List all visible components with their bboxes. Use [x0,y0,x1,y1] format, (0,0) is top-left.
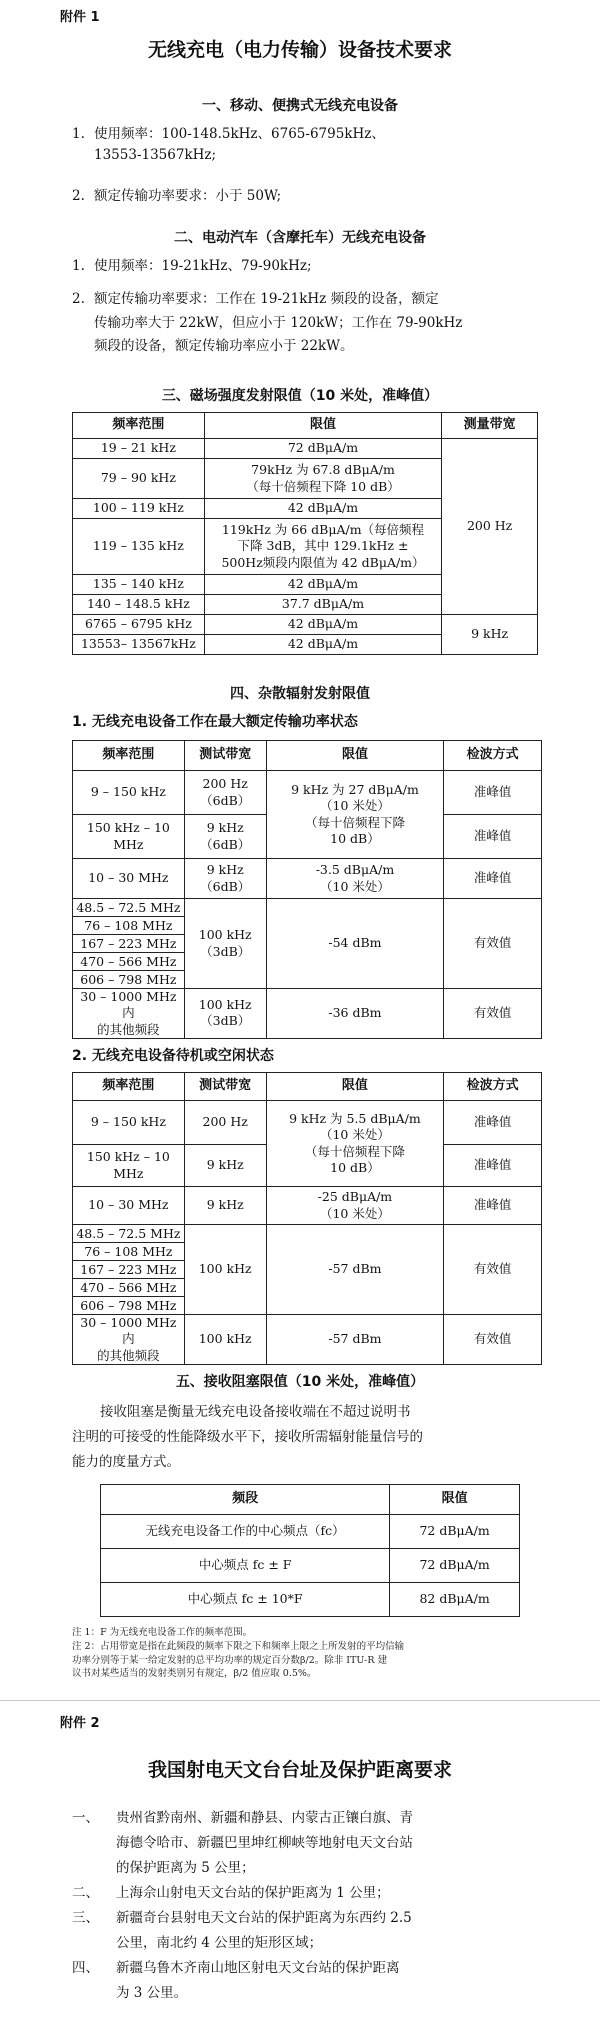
sec2-heading: 二、电动汽车（含摩托车）无线充电设备 [174,230,426,246]
det-cell: 准峰值 [444,1101,542,1145]
note-line: 功率分别等于某一给定发射的总平均功率的规定百分数β/2。除非 ITU-R 建 [72,1654,388,1666]
det-cell: 准峰值 [444,1187,542,1225]
note-line: 注 1：F 为无线充电设备工作的频率范围。 [72,1627,253,1638]
table-row [73,615,538,635]
sec1-item-2 [72,186,552,207]
table-row [73,1225,542,1315]
item-lead: 四、 [72,1959,99,1976]
freq-line: 76 – 108 MHz [73,1243,184,1261]
table-row [73,1187,542,1225]
freq-line: 48.5 – 72.5 MHz [73,1225,184,1243]
freq-group-cell [73,899,185,989]
annex1-label: 附件 1 [60,10,100,25]
annex2-title: 我国射电天文台台址及保护距离要求 [147,1759,452,1781]
para-line: 能力的度量方式。 [72,1453,180,1470]
freq-line: 30 – 1000 MHz 内 [80,1315,177,1347]
freq-cell: 79 – 90 kHz [73,459,205,499]
bw-cell: 100 kHz [184,1315,266,1365]
band-cell: 中心频点 fc ± 10*F [101,1583,390,1617]
limit-line: 9 kHz 为 27 dBμA/m [291,782,419,797]
det-cell: 有效值 [444,989,542,1039]
limit-cell [266,1187,444,1225]
limit-cell: 72 dBμA/m [390,1515,520,1549]
item-line: 新疆乌鲁木齐南山地区射电天文台站的保护距离 [116,1959,400,1976]
table-row [101,1583,520,1617]
spurious-table-1 [72,740,542,1039]
sec4-heading: 四、杂散辐射发射限值 [230,686,370,702]
sec5-heading: 五、接收阻塞限值（10 米处，准峰值） [175,1374,425,1390]
bw-line: 200 Hz [202,776,248,792]
limit-line: 9 kHz 为 5.5 dBμA/m [289,1111,421,1126]
col-header: 检波方式 [444,1073,542,1101]
limit-cell: 82 dBμA/m [390,1583,520,1617]
list-item [72,1956,552,2006]
item-cont: 13553-13567kHz; [94,146,217,163]
sec2-item-2 [72,288,552,359]
item-body [116,1881,552,1906]
item-body [116,1906,552,1956]
table-header-row [73,741,542,771]
list-item [72,1881,552,1906]
bw-cell: 100 kHz [184,1225,266,1315]
limit-cell [204,459,441,499]
col-header: 测试带宽 [184,741,266,771]
col-header: 限值 [390,1485,520,1515]
item-cont: 传输功率大于 22kW，但应小于 120kW；工作在 79-90kHz [94,314,463,331]
limit-line: （每十倍频程下降 10 dB） [246,478,400,494]
freq-cell: 9 – 150 kHz [73,771,185,815]
col-header: 频率范围 [73,741,185,771]
sec3-heading: 三、磁场强度发射限值（10 米处，准峰值） [161,388,439,404]
sec1-heading: 一、移动、便携式无线充电设备 [202,98,398,114]
item-line: 上海佘山射电天文台站的保护距离为 1 公里； [116,1884,390,1901]
det-cell: 准峰值 [444,771,542,815]
freq-cell: 10 – 30 MHz [73,1187,185,1225]
limit-cell [204,519,441,575]
bw-cell [184,815,266,859]
col-header: 限值 [266,1073,444,1101]
table-row [73,771,542,815]
bw-line: （6dB） [200,792,251,808]
det-cell: 准峰值 [444,859,542,899]
freq-cell: 19 – 21 kHz [73,439,205,459]
freq-cell: 140 – 148.5 kHz [73,595,205,615]
freq-cell: 150 kHz – 10 MHz [73,1145,185,1187]
item-text: 使用频率：100-148.5kHz、6765-6795kHz、 [94,126,385,142]
freq-cell: 135 – 140 kHz [73,575,205,595]
limit-line: 10 dB） [330,830,380,846]
limit-cell: 72 dBμA/m [204,439,441,459]
limit-line: 500Hz频段内限值为 42 dBμA/m） [221,554,425,570]
bw-line: 9 kHz [206,862,244,878]
item-line: 为 3 公里。 [116,1984,188,2001]
limit-line: 10 dB） [330,1159,380,1175]
freq-line: 606 – 798 MHz [80,1298,177,1313]
limit-cell [266,771,444,859]
limit-line: （每十倍频程下降 [304,1143,405,1159]
freq-line: 48.5 – 72.5 MHz [73,899,184,917]
table-row [73,1315,542,1365]
det-cell: 准峰值 [444,815,542,859]
item-cont: 频段的设备，额定传输功率应小于 22kW。 [94,338,354,355]
limit-cell: -57 dBm [266,1225,444,1315]
freq-cell: 13553– 13567kHz [73,635,205,655]
limit-line: 79kHz 为 67.8 dBμA/m [251,462,395,478]
det-cell: 有效值 [444,899,542,989]
freq-cell: 10 – 30 MHz [73,859,185,899]
bw-cell [184,771,266,815]
freq-line: 167 – 223 MHz [73,935,184,953]
freq-line: 470 – 566 MHz [73,953,184,971]
limit-cell: 37.7 dBμA/m [204,595,441,615]
freq-cell [73,989,185,1039]
item-text: 额定传输功率要求：小于 50W; [94,188,282,204]
note-line: 注 2：占用带宽是指在此频段的频率下限之下和频率上限之上所发射的平均信输 [72,1640,405,1652]
item-num: 1. [72,126,85,142]
limit-cell: 72 dBμA/m [390,1549,520,1583]
col-header: 测量带宽 [442,413,538,439]
freq-cell: 9 – 150 kHz [73,1101,185,1145]
limit-line: -25 dBμA/m [317,1189,393,1205]
col-header: 限值 [266,741,444,771]
freq-cell: 100 – 119 kHz [73,499,205,519]
note-line: 议书对某些适当的发射类别另有规定，β/2 值应取 0.5%。 [72,1668,317,1680]
limit-cell: 42 dBμA/m [204,615,441,635]
det-cell: 有效值 [444,1315,542,1365]
bw-line: （3dB） [200,1013,251,1029]
col-header: 检波方式 [444,741,542,771]
limit-cell [266,1101,444,1187]
table-row [101,1515,520,1549]
station-list [72,1806,552,2006]
bw-cell [184,899,266,989]
spurious-table-2 [72,1072,542,1365]
limit-cell: -36 dBm [266,989,444,1039]
item-num: 1. [72,258,85,274]
bw-cell [184,989,266,1039]
page-divider [0,1700,600,1701]
bw-cell: 9 kHz [184,1145,266,1187]
item-body [116,1806,552,1881]
band-cell: 中心频点 fc ± F [101,1549,390,1583]
sec5-paragraph [72,1400,552,1475]
limit-cell: -57 dBm [266,1315,444,1365]
freq-line: 167 – 223 MHz [73,1261,184,1279]
band-cell: 无线充电设备工作的中心频点（fc） [101,1515,390,1549]
table-header-row [101,1485,520,1515]
col-header: 测试带宽 [184,1073,266,1101]
det-cell: 有效值 [444,1225,542,1315]
bw-line: （6dB） [200,878,251,894]
det-cell: 准峰值 [444,1145,542,1187]
limit-cell: -54 dBm [266,899,444,989]
table-row [73,439,538,459]
bandwidth-cell: 200 Hz [442,439,538,615]
col-header: 限值 [204,413,441,439]
item-num: 2. [72,188,85,204]
item-num: 2. [72,291,85,307]
bw-line: （6dB） [200,836,251,852]
table-row [73,899,542,989]
freq-line: 76 – 108 MHz [73,917,184,935]
col-header: 频率范围 [73,413,205,439]
freq-cell: 119 – 135 kHz [73,519,205,575]
bw-line: 100 kHz [198,997,252,1013]
annex1-title: 无线充电（电力传输）设备技术要求 [147,39,452,61]
table-row [73,1101,542,1145]
bw-cell [184,859,266,899]
limit-line: （10 米处） [319,1127,390,1143]
annex2-label: 附件 2 [60,1716,100,1731]
table-row [73,859,542,899]
limit-line: 下降 3dB，其中 129.1kHz ± [237,538,409,554]
item-lead: 三、 [72,1909,99,1926]
freq-line: 470 – 566 MHz [73,1279,184,1297]
table-row [101,1549,520,1583]
sec4-sub2: 2. 无线充电设备待机或空闲状态 [72,1048,274,1064]
bw-cell: 9 kHz [184,1187,266,1225]
freq-line: 606 – 798 MHz [80,972,177,987]
item-text: 使用频率：19-21kHz、79-90kHz; [94,258,312,274]
item-line: 海德令哈市、新疆巴里坤红柳峡等地射电天文台站 [116,1834,413,1851]
sec1-item-1 [72,124,552,166]
item-line: 的保护距离为 5 公里； [116,1859,255,1876]
limit-cell: 42 dBμA/m [204,499,441,519]
item-line: 新疆奇台县射电天文台站的保护距离为东西约 2.5 [116,1909,412,1926]
limit-line: （每十倍频程下降 [304,814,405,830]
item-lead: 二、 [72,1884,99,1901]
col-header: 频率范围 [73,1073,185,1101]
list-item [72,1906,552,1956]
freq-line: 30 – 1000 MHz 内 [80,989,177,1021]
freq-cell: 6765 – 6795 kHz [73,615,205,635]
limit-cell: 42 dBμA/m [204,635,441,655]
bw-cell: 200 Hz [184,1101,266,1145]
freq-cell [73,1315,185,1365]
item-line: 贵州省黔南州、新疆和静县、内蒙古正镶白旗、青 [116,1810,413,1826]
bw-line: （3dB） [200,943,251,959]
bw-line: 9 kHz [206,820,244,836]
limit-line: （10 米处） [320,798,390,814]
limit-line: （10 米处） [319,1205,390,1221]
freq-group-cell [73,1225,185,1315]
col-header: 频段 [101,1485,390,1515]
footnotes [72,1626,542,1681]
blocking-table [100,1484,520,1617]
item-text: 额定传输功率要求：工作在 19-21kHz 频段的设备，额定 [94,291,439,307]
limit-line: 119kHz 为 66 dBμA/m（每倍频程 [221,522,425,538]
freq-line: 的其他频段 [97,1347,160,1363]
freq-cell: 150 kHz – 10 MHz [73,815,185,859]
item-body [116,1956,552,2006]
list-item [72,1806,552,1881]
freq-line: 的其他频段 [97,1021,160,1037]
bandwidth-cell: 9 kHz [442,615,538,655]
limit-line: （10 米处） [320,878,390,894]
sec2-item-1 [72,256,552,277]
limit-line: -3.5 dBμA/m [315,862,395,878]
bw-line: 100 kHz [198,927,252,943]
limit-cell [266,859,444,899]
para-line: 注明的可接受的性能降级水平下，接收所需辐射能量信号的 [72,1428,423,1445]
table-header-row [73,413,538,439]
item-line: 公里，南北约 4 公里的矩形区域； [116,1934,323,1951]
table-header-row [73,1073,542,1101]
magnetic-limit-table [72,412,538,655]
table-row [73,989,542,1039]
limit-cell: 42 dBμA/m [204,575,441,595]
para-line: 接收阻塞是衡量无线充电设备接收端在不超过说明书 [100,1404,411,1420]
sec4-sub1: 1. 无线充电设备工作在最大额定传输功率状态 [72,714,358,730]
item-lead: 一、 [72,1810,99,1826]
